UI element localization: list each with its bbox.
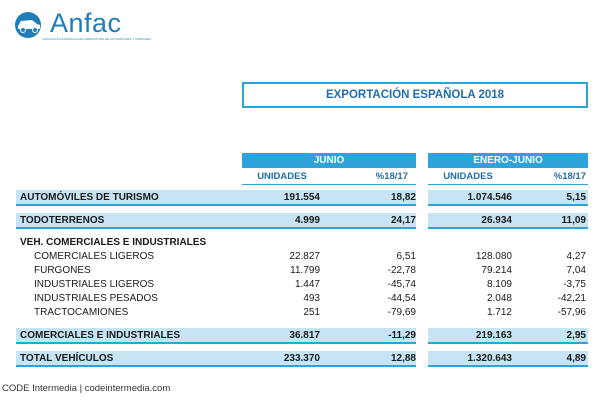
row-label: TODOTERRENOS <box>20 215 105 226</box>
logo-wordmark: Anfac <box>50 8 122 38</box>
cell-ytd-pct: 5,15 <box>566 192 586 203</box>
cell-junio-pct: 12,88 <box>390 353 416 364</box>
cell-ytd-pct: 11,09 <box>561 215 586 226</box>
cell-junio-unidades: 493 <box>303 293 320 304</box>
table-title: EXPORTACIÓN ESPAÑOLA 2018 <box>242 82 588 108</box>
table-row-turismo <box>0 191 600 205</box>
row-label: AUTOMÓVILES DE TURISMO <box>20 192 159 203</box>
cell-junio-pct: -79,69 <box>387 307 416 318</box>
cell-junio-pct: 18,82 <box>390 192 416 203</box>
row-label: COMERCIALES E INDUSTRIALES <box>20 330 181 341</box>
cell-ytd-pct: 4,89 <box>566 353 586 364</box>
cell-ytd-unidades: 1.712 <box>486 307 512 318</box>
cell-junio-pct: 24,17 <box>390 215 416 226</box>
row-label: INDUSTRIALES PESADOS <box>34 293 158 304</box>
cell-junio-pct: -44,54 <box>387 293 416 304</box>
cell-ytd-unidades: 79.214 <box>481 265 512 276</box>
cell-junio-pct: -11,29 <box>388 330 416 341</box>
cell-ytd-unidades: 8.109 <box>486 279 512 290</box>
row-label: TRACTOCAMIONES <box>34 307 129 318</box>
cell-ytd-pct: 2,95 <box>566 330 586 341</box>
row-label: TOTAL VEHÍCULOS <box>20 353 114 364</box>
table-row-section-heading <box>0 236 600 250</box>
table-row-tractocamiones <box>0 306 600 320</box>
cell-junio-unidades: 22.827 <box>289 251 320 262</box>
table-row-todoterrenos <box>0 214 600 228</box>
cell-junio-unidades: 233.370 <box>283 353 320 364</box>
anfac-logo <box>12 8 152 42</box>
row-label: FURGONES <box>34 265 91 276</box>
header-underline-junio <box>242 184 416 185</box>
cell-junio-unidades: 191.554 <box>283 192 320 203</box>
cell-ytd-pct: 4,27 <box>566 251 586 262</box>
col-header-junio-units: UNIDADES <box>257 171 307 182</box>
period-header-junio: JUNIO <box>242 153 416 168</box>
car-globe-icon <box>12 10 46 40</box>
logo-tagline: ASOCIACIÓN ESPAÑOLA DE FABRICANTES DE AUTOMÓVILES Y CAMIONES <box>42 37 151 41</box>
cell-ytd-pct: -57,96 <box>557 307 586 318</box>
footer-credit: CODE Intermedia | codeintermedia.com <box>2 383 171 394</box>
cell-ytd-unidades: 1.074.546 <box>467 192 512 203</box>
cell-junio-unidades: 251 <box>303 307 320 318</box>
table-row-furgones <box>0 264 600 278</box>
cell-junio-unidades: 4.999 <box>294 215 320 226</box>
cell-ytd-unidades: 219.163 <box>475 330 512 341</box>
cell-junio-pct: 6,51 <box>396 251 416 262</box>
cell-junio-unidades: 1.447 <box>294 279 320 290</box>
table-row-total-vehiculos <box>0 352 600 366</box>
col-header-ytd-units: UNIDADES <box>443 171 493 182</box>
table-row-industriales-ligeros <box>0 278 600 292</box>
cell-ytd-pct: -3,75 <box>563 279 586 290</box>
period-header-enero-junio: ENERO-JUNIO <box>428 153 588 168</box>
table-row-comerciales-industriales <box>0 329 600 343</box>
table-row-industriales-pesados <box>0 292 600 306</box>
cell-ytd-pct: 7,04 <box>566 265 586 276</box>
table-row-comerciales-ligeros <box>0 250 600 264</box>
cell-ytd-unidades: 26.934 <box>481 215 512 226</box>
row-label: COMERCIALES LIGEROS <box>34 251 155 262</box>
section-label: VEH. COMERCIALES E INDUSTRIALES <box>20 237 207 248</box>
col-header-junio-pct: %18/17 <box>375 171 408 182</box>
cell-junio-unidades: 36.817 <box>289 330 320 341</box>
header-underline-ytd <box>428 184 588 185</box>
cell-junio-pct: -45,74 <box>387 279 416 290</box>
cell-ytd-pct: -42,21 <box>557 293 586 304</box>
col-header-ytd-pct: %18/17 <box>553 171 586 182</box>
cell-junio-unidades: 11.799 <box>290 265 320 276</box>
row-label: INDUSTRIALES LIGEROS <box>34 279 155 290</box>
cell-ytd-unidades: 128.080 <box>475 251 512 262</box>
cell-ytd-unidades: 2.048 <box>486 293 512 304</box>
cell-junio-pct: -22,78 <box>387 265 416 276</box>
cell-ytd-unidades: 1.320.643 <box>467 353 512 364</box>
